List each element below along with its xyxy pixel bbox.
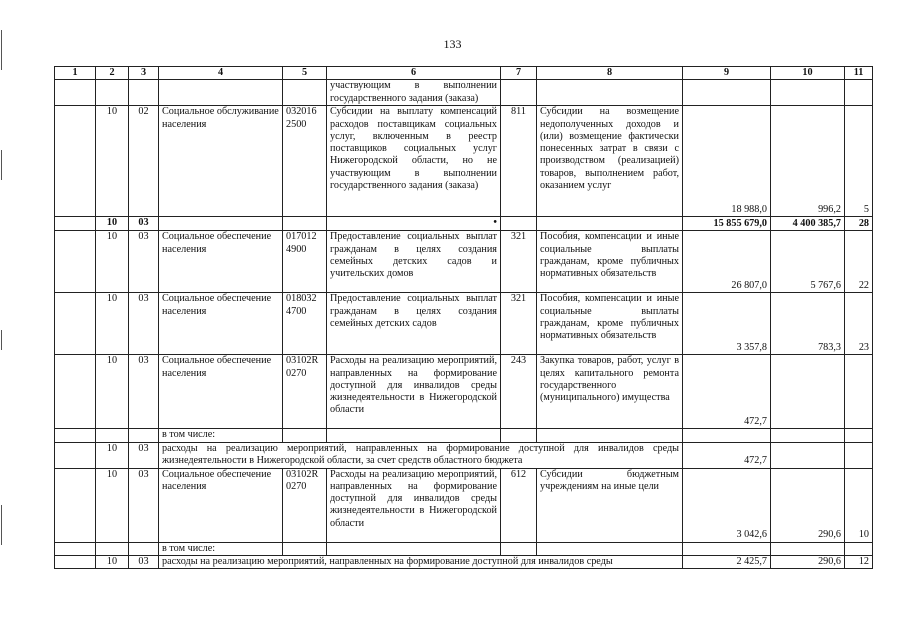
cell-section (96, 542, 129, 555)
cell-expense-type (501, 80, 537, 106)
cell-target-code: 018032 4700 (283, 293, 327, 355)
cell-expense-name (537, 542, 683, 555)
cell-percent (845, 80, 873, 106)
header-cell: 6 (327, 67, 501, 80)
cell-percent: 28 (845, 217, 873, 231)
cell-section: 10 (96, 293, 129, 355)
cell-col1 (55, 468, 96, 542)
header-cell: 5 (283, 67, 327, 80)
cell-expense-name: Пособия, компенсации и иные социальные выплаты гражданам, кроме публичных нормативных обязательств (537, 231, 683, 293)
cell-target-code (283, 217, 327, 231)
cell-amount-fact: 783,3 (771, 293, 845, 355)
cell-subsection (129, 429, 159, 442)
cell-subsection: 03 (129, 293, 159, 355)
cell-amount-plan (683, 542, 771, 555)
cell-target-code: 017012 4900 (283, 231, 327, 293)
header-cell: 11 (845, 67, 873, 80)
cell-including-label: в том числе: (159, 429, 283, 442)
cell-target-code (283, 429, 327, 442)
cell-expense-name: Субсидии на возмещение недополученных доходов и (или) возмещение фактически понесенных затрат в связи с производством (реализацией) товаров, выполнением работ, оказанием услуг (537, 106, 683, 217)
cell-col1 (55, 217, 96, 231)
cell-target-name: Предоставление социальных выплат гражданам в целях создания семейных детских садов (327, 293, 501, 355)
cell-section-name: Социальное обеспечение населения (159, 231, 283, 293)
cell-section-name: Социальное обеспечение населения (159, 355, 283, 429)
header-cell: 2 (96, 67, 129, 80)
table-row-detail (55, 555, 873, 568)
table-row-including (55, 429, 873, 442)
cell-amount-plan: 26 807,0 (683, 231, 771, 293)
table-row-detail (55, 442, 873, 468)
cell-subsection: 03 (129, 555, 159, 568)
cell-section: 10 (96, 106, 129, 217)
table-row-including (55, 542, 873, 555)
header-cell: 1 (55, 67, 96, 80)
cell-expense-type: 321 (501, 231, 537, 293)
header-cell: 9 (683, 67, 771, 80)
cell-percent (845, 542, 873, 555)
cell-section-name: Социальное обеспечение населения (159, 293, 283, 355)
cell-amount-plan: 18 988,0 (683, 106, 771, 217)
cell-expense-type: 811 (501, 106, 537, 217)
table-row (55, 231, 873, 293)
table-row (55, 80, 873, 106)
cell-subsection: 02 (129, 106, 159, 217)
cell-amount-plan (683, 80, 771, 106)
cell-amount-fact: 5 767,6 (771, 231, 845, 293)
cell-subsection: 03 (129, 355, 159, 429)
table-row (55, 468, 873, 542)
cell-expense-name: Закупка товаров, работ, услуг в целях капитального ремонта государственного (муниципального) имущества (537, 355, 683, 429)
cell-section: 10 (96, 355, 129, 429)
cell-section-name: Социальное обеспечение населения (159, 468, 283, 542)
cell-target-code (283, 80, 327, 106)
cell-col1 (55, 555, 96, 568)
cell-amount-plan: 3 042,6 (683, 468, 771, 542)
cell-amount-plan: 15 855 679,0 (683, 217, 771, 231)
cell-percent: 10 (845, 468, 873, 542)
cell-target-name (327, 542, 501, 555)
cell-subsection: 03 (129, 231, 159, 293)
table-header-row (55, 67, 873, 80)
cell-section: 10 (96, 468, 129, 542)
cell-percent (845, 355, 873, 429)
table-row-subtotal (55, 217, 873, 231)
cell-amount-fact: 4 400 385,7 (771, 217, 845, 231)
cell-amount-fact (771, 80, 845, 106)
cell-target-name: Расходы на реализацию мероприятий, направленных на формирование доступной для инвалидов среды жизнедеятельности в Нижегородской области (327, 355, 501, 429)
cell-expense-name: Субсидии бюджетным учреждениям на иные цели (537, 468, 683, 542)
cell-expense-type: 321 (501, 293, 537, 355)
cell-amount-fact: 290,6 (771, 555, 845, 568)
cell-target-code: 03102R 0270 (283, 355, 327, 429)
table-row (55, 355, 873, 429)
cell-col1 (55, 442, 96, 468)
header-cell: 4 (159, 67, 283, 80)
cell-target-name: Предоставление социальных выплат гражданам в целях создания семейных детских садов и учительских домов (327, 231, 501, 293)
cell-including-label: в том числе: (159, 542, 283, 555)
cell-percent: 22 (845, 231, 873, 293)
cell-expense-name (537, 429, 683, 442)
cell-percent (845, 442, 873, 468)
cell-subsection (129, 80, 159, 106)
cell-detail-description: расходы на реализацию мероприятий, направленных на формирование доступной для инвалидов среды жизнедеятельности в Нижегородской области, за счет средств областного бюджета (159, 442, 683, 468)
cell-col1 (55, 231, 96, 293)
budget-table (54, 66, 873, 569)
cell-target-name: • (327, 217, 501, 231)
cell-target-name: участвующим в выполнении государственного задания (заказа) (327, 80, 501, 106)
cell-col1 (55, 355, 96, 429)
cell-percent: 23 (845, 293, 873, 355)
cell-target-code (283, 542, 327, 555)
cell-amount-plan: 3 357,8 (683, 293, 771, 355)
cell-expense-type (501, 542, 537, 555)
cell-amount-fact (771, 542, 845, 555)
cell-amount-fact (771, 355, 845, 429)
cell-section (96, 80, 129, 106)
cell-section: 10 (96, 555, 129, 568)
cell-amount-fact: 290,6 (771, 468, 845, 542)
cell-section: 10 (96, 231, 129, 293)
cell-expense-name (537, 80, 683, 106)
header-cell: 10 (771, 67, 845, 80)
cell-target-name: Расходы на реализацию мероприятий, направленных на формирование доступной для инвалидов среды жизнедеятельности в Нижегородской области (327, 468, 501, 542)
cell-amount-plan (683, 429, 771, 442)
cell-subsection: 03 (129, 468, 159, 542)
cell-percent (845, 429, 873, 442)
cell-subsection: 03 (129, 217, 159, 231)
cell-amount-plan: 472,7 (683, 442, 771, 468)
cell-section (96, 429, 129, 442)
table-row (55, 106, 873, 217)
header-cell: 7 (501, 67, 537, 80)
header-cell: 3 (129, 67, 159, 80)
cell-amount-plan: 472,7 (683, 355, 771, 429)
cell-section-name (159, 217, 283, 231)
cell-percent: 5 (845, 106, 873, 217)
cell-col1 (55, 106, 96, 217)
cell-section-name: Социальное обслуживание населения (159, 106, 283, 217)
cell-section-name (159, 80, 283, 106)
cell-target-name: Субсидии на выплату компенсаций расходов поставщикам социальных услуг, включенным в реестр поставщиков социальных услуг Нижегородской области, но не участвующим в выполнении государственного задания (заказа) (327, 106, 501, 217)
cell-subsection (129, 542, 159, 555)
cell-col1 (55, 542, 96, 555)
cell-amount-fact (771, 442, 845, 468)
cell-expense-name: Пособия, компенсации и иные социальные выплаты гражданам, кроме публичных нормативных обязательств (537, 293, 683, 355)
cell-detail-description: расходы на реализацию мероприятий, направленных на формирование доступной для инвалидов среды (159, 555, 683, 568)
cell-percent: 12 (845, 555, 873, 568)
cell-target-name (327, 429, 501, 442)
cell-target-code: 03102R 0270 (283, 468, 327, 542)
header-cell: 8 (537, 67, 683, 80)
cell-section: 10 (96, 442, 129, 468)
cell-expense-type: 612 (501, 468, 537, 542)
cell-col1 (55, 80, 96, 106)
cell-subsection: 03 (129, 442, 159, 468)
cell-amount-fact: 996,2 (771, 106, 845, 217)
page-number: 133 (443, 37, 462, 51)
cell-col1 (55, 429, 96, 442)
cell-section: 10 (96, 217, 129, 231)
cell-target-code: 032016 2500 (283, 106, 327, 217)
cell-col1 (55, 293, 96, 355)
scan-edge-marks (0, 0, 5, 640)
cell-expense-type (501, 217, 537, 231)
cell-amount-plan: 2 425,7 (683, 555, 771, 568)
table-row (55, 293, 873, 355)
cell-expense-name (537, 217, 683, 231)
cell-amount-fact (771, 429, 845, 442)
cell-expense-type: 243 (501, 355, 537, 429)
cell-expense-type (501, 429, 537, 442)
